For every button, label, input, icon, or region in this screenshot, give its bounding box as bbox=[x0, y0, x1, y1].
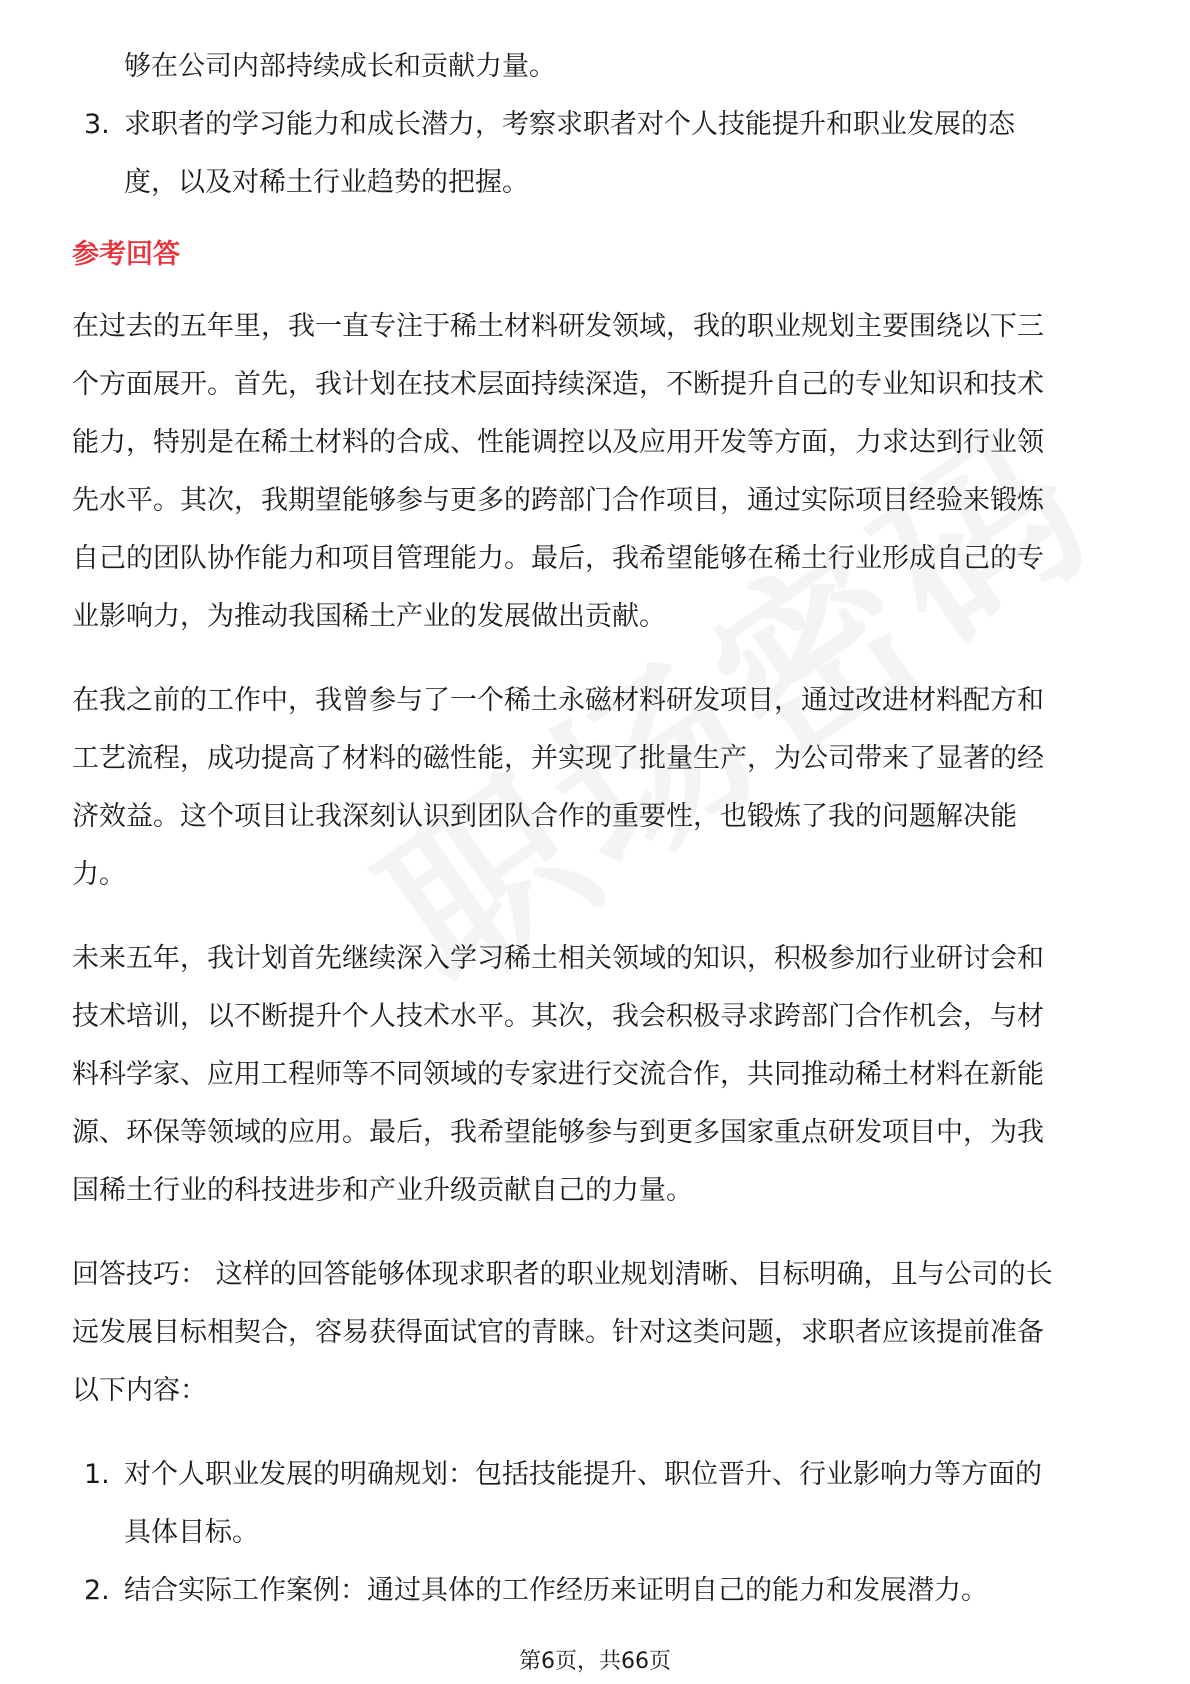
page-footer: 第6页，共66页 bbox=[519, 1649, 671, 1674]
paragraph bbox=[72, 930, 1122, 1220]
paragraph-line: 自己的团队协作能力和项目管理能力。最后，我希望能够在稀土行业形成自己的专 bbox=[72, 543, 1044, 574]
list-item bbox=[72, 1562, 1122, 1620]
paragraph-line: 业影响力，为推动我国稀土产业的发展做出贡献。 bbox=[72, 601, 666, 632]
paragraph-line: 在我之前的工作中，我曾参与了一个稀土永磁材料研发项目，通过改进材料配方和 bbox=[72, 685, 1044, 716]
list-number: 1. bbox=[84, 1459, 110, 1490]
section-heading: 参考回答 bbox=[72, 239, 180, 270]
paragraph-line: 未来五年，我计划首先继续深入学习稀土相关领域的知识，积极参加行业研讨会和 bbox=[72, 943, 1044, 974]
paragraph-line: 先水平。其次，我期望能够参与更多的跨部门合作项目，通过实际项目经验来锻炼 bbox=[72, 485, 1044, 516]
paragraph-line: 回答技巧： 这样的回答能够体现求职者的职业规划清晰、目标明确，且与公司的长 bbox=[72, 1259, 1053, 1290]
list-item bbox=[72, 96, 1122, 212]
list-line: 求职者的学习能力和成长潜力，考察求职者对个人技能提升和职业发展的态 bbox=[124, 109, 1015, 140]
paragraph-line: 个方面展开。首先，我计划在技术层面持续深造，不断提升自己的专业知识和技术 bbox=[72, 369, 1044, 400]
paragraph-line: 国稀土行业的科技进步和产业升级贡献自己的力量。 bbox=[72, 1175, 693, 1206]
list-item bbox=[72, 1446, 1122, 1562]
paragraph-line: 料科学家、应用工程师等不同领域的专家进行交流合作，共同推动稀土材料在新能 bbox=[72, 1059, 1044, 1090]
list-number: 2. bbox=[84, 1575, 110, 1606]
paragraph bbox=[72, 672, 1122, 904]
paragraph-line: 远发展目标相契合，容易获得面试官的青睐。针对这类问题，求职者应该提前准备 bbox=[72, 1317, 1044, 1348]
document-body bbox=[72, 38, 1122, 1620]
list-line: 对个人职业发展的明确规划：包括技能提升、职位晋升、行业影响力等方面的 bbox=[124, 1459, 1042, 1490]
list-line: 结合实际工作案例：通过具体的工作经历来证明自己的能力和发展潜力。 bbox=[124, 1575, 988, 1606]
paragraph-line: 能力，特别是在稀土材料的合成、性能调控以及应用开发等方面，力求达到行业领 bbox=[72, 427, 1044, 458]
continuation-line: 够在公司内部持续成长和贡献力量。 bbox=[124, 51, 556, 82]
list-line: 具体目标。 bbox=[124, 1517, 259, 1548]
paragraph-line: 以下内容： bbox=[72, 1375, 207, 1406]
paragraph-line: 源、环保等领域的应用。最后，我希望能够参与到更多国家重点研发项目中，为我 bbox=[72, 1117, 1044, 1148]
paragraph-line: 济效益。这个项目让我深刻认识到团队合作的重要性，也锻炼了我的问题解决能 bbox=[72, 801, 1017, 832]
list-line: 度，以及对稀土行业趋势的把握。 bbox=[124, 167, 529, 198]
paragraph bbox=[72, 1246, 1122, 1420]
list-number: 3. bbox=[84, 109, 110, 140]
paragraph-line: 工艺流程，成功提高了材料的磁性能，并实现了批量生产，为公司带来了显著的经 bbox=[72, 743, 1044, 774]
paragraph-line: 力。 bbox=[72, 859, 126, 890]
paragraph-line: 技术培训，以不断提升个人技术水平。其次，我会积极寻求跨部门合作机会，与材 bbox=[72, 1001, 1044, 1032]
paragraph bbox=[72, 298, 1122, 646]
paragraph-line: 在过去的五年里，我一直专注于稀土材料研发领域，我的职业规划主要围绕以下三 bbox=[72, 311, 1044, 342]
